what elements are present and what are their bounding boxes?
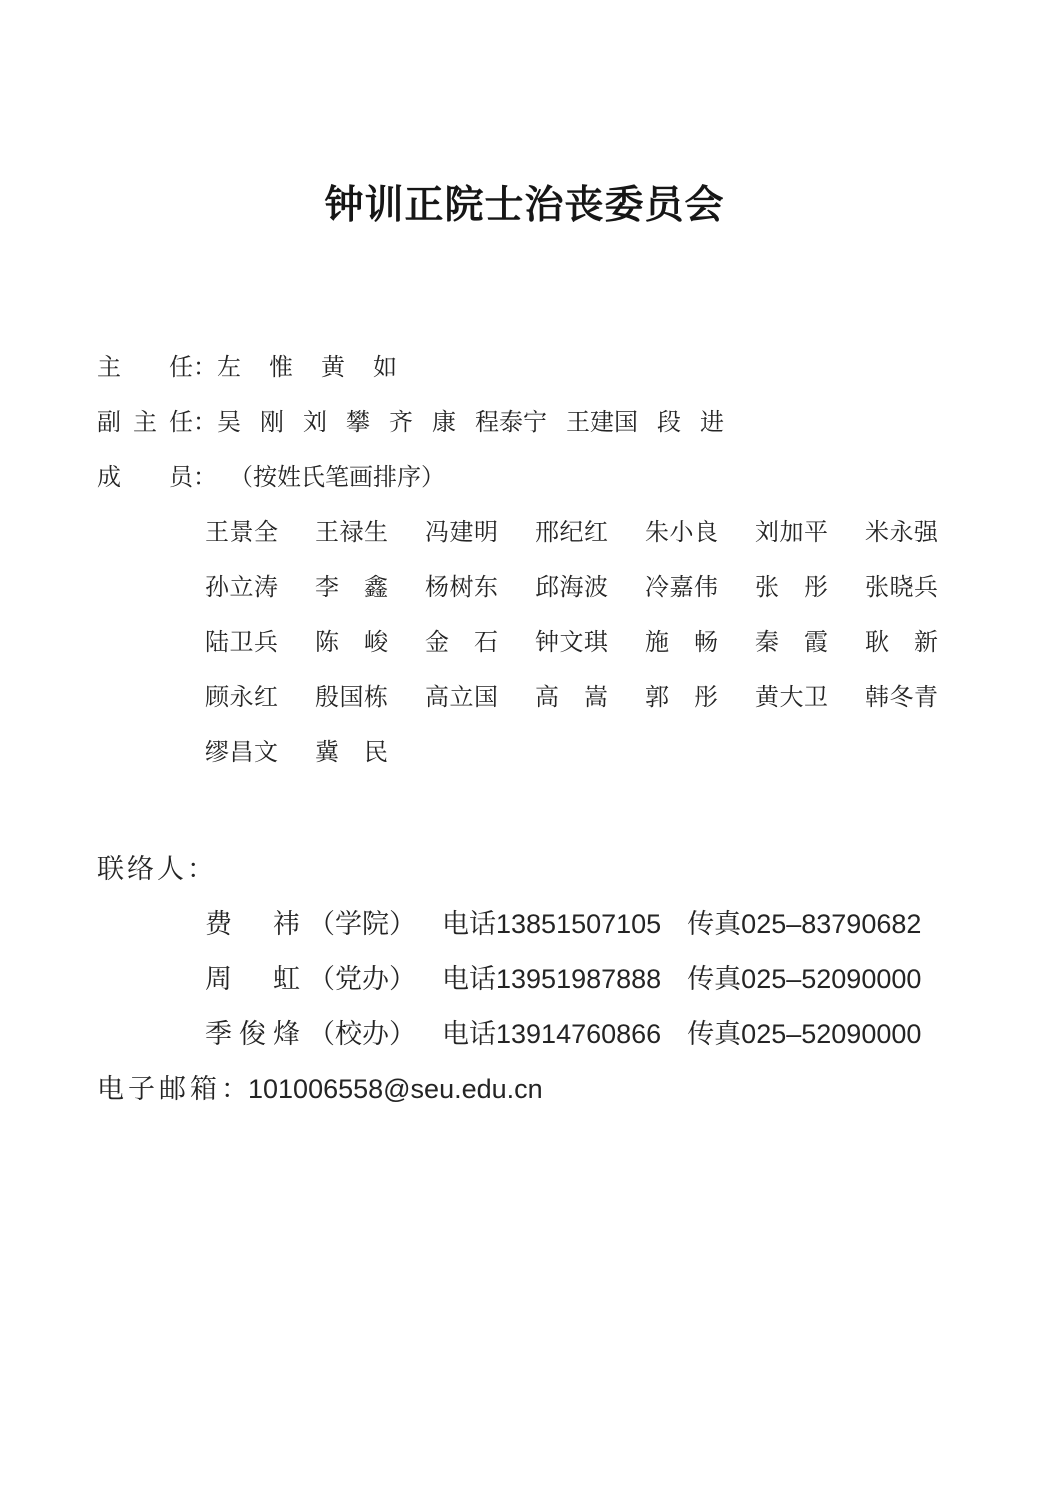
contacts-list [0, 897, 1049, 1062]
contact-office: （党办） [308, 964, 416, 994]
member-name: 陈 峻 [315, 628, 388, 656]
vice-chairman-name-token: 程泰宁 [475, 408, 547, 436]
chairman-name-token: 黄 [321, 353, 345, 381]
vice-chairman-name-token: 进 [700, 408, 724, 436]
vice-chairman-name-token: 段 [657, 408, 681, 436]
member-name: 顾永红 [205, 683, 278, 711]
member-row [0, 560, 1049, 615]
member-name: 钟文琪 [535, 628, 608, 656]
contact-person-name: 周 虹 [205, 964, 300, 994]
contact-office: （学院） [308, 909, 416, 939]
member-name: 高立国 [425, 683, 498, 711]
members-sort-note: （按姓氏笔画排序） [229, 463, 445, 491]
member-name: 缪昌文 [205, 738, 278, 766]
contact-fax: 传真025–52090000 [687, 1019, 922, 1049]
member-name: 张晓兵 [865, 573, 938, 601]
vice-chairman-name-token: 刘 [303, 408, 327, 436]
page-title: 钟训正院士治丧委员会 [324, 182, 725, 228]
contacts-colon: ： [187, 854, 214, 884]
vice-chairman-colon: ： [193, 408, 217, 436]
contact-row [0, 1007, 1049, 1062]
member-name: 邢纪红 [535, 518, 608, 546]
chairman-name-token: 左 [217, 353, 241, 381]
vice-chairman-name-token: 吴 [217, 408, 241, 436]
document-body [0, 340, 1049, 1117]
section-gap [0, 780, 1049, 842]
chairman-name-token: 如 [373, 353, 397, 381]
members-colon: ： [193, 463, 217, 491]
member-name: 黄大卫 [755, 683, 828, 711]
members-header-row [0, 450, 1049, 505]
contact-office: （校办） [308, 1019, 416, 1049]
chairman-colon: ： [193, 353, 217, 381]
member-name: 邱海波 [535, 573, 608, 601]
vice-chairman-name-token: 攀 [346, 408, 370, 436]
email-label: 电子邮箱 [97, 1074, 221, 1104]
vice-chairman-name-token: 康 [432, 408, 456, 436]
member-name: 王禄生 [315, 518, 388, 546]
member-name: 杨树东 [425, 573, 498, 601]
member-name: 刘加平 [755, 518, 828, 546]
member-name: 冀 民 [315, 738, 388, 766]
member-name: 李 鑫 [315, 573, 388, 601]
member-name: 朱小良 [645, 518, 718, 546]
member-name: 冷嘉伟 [645, 573, 718, 601]
member-name: 耿 新 [865, 628, 938, 656]
contact-phone: 电话13951987888 [442, 964, 662, 994]
chairman-row [0, 340, 1049, 395]
member-name: 金 石 [425, 628, 498, 656]
member-name: 郭 彤 [645, 683, 718, 711]
member-name: 王景全 [205, 518, 278, 546]
member-row [0, 670, 1049, 725]
email-address: 101006558@seu.edu.cn [248, 1074, 543, 1104]
member-name: 施 畅 [645, 628, 718, 656]
email-colon: ： [221, 1074, 248, 1104]
contact-phone: 电话13851507105 [442, 909, 662, 939]
contact-row [0, 952, 1049, 1007]
contact-fax: 传真025–52090000 [687, 964, 922, 994]
contacts-header-row [0, 842, 1049, 897]
contact-person-name: 费 祎 [205, 909, 300, 939]
vice-chairman-label: 副主任 [97, 408, 193, 436]
vice-chairman-name-token: 齐 [389, 408, 413, 436]
member-name: 孙立涛 [205, 573, 278, 601]
member-row [0, 505, 1049, 560]
vice-chairman-name-token: 刚 [260, 408, 284, 436]
vice-chairman-names [217, 408, 724, 436]
member-name: 韩冬青 [865, 683, 938, 711]
chairman-name-token: 惟 [269, 353, 293, 381]
member-name: 米永强 [865, 518, 938, 546]
member-row [0, 725, 1049, 780]
chairman-label: 主 任 [97, 353, 193, 381]
contacts-section [0, 842, 1049, 1117]
vice-chairman-name-token: 王建国 [566, 408, 638, 436]
contact-phone: 电话13914760866 [442, 1019, 662, 1049]
member-name: 殷国栋 [315, 683, 388, 711]
contacts-label: 联络人 [97, 854, 187, 884]
contact-person-name: 季俊烽 [205, 1019, 300, 1049]
member-name: 秦 霞 [755, 628, 828, 656]
chairman-names [217, 353, 397, 381]
vice-chairman-row [0, 395, 1049, 450]
member-name: 冯建明 [425, 518, 498, 546]
members-list [0, 505, 1049, 780]
members-label: 成 员 [97, 463, 193, 491]
member-name: 高 嵩 [535, 683, 608, 711]
member-name: 张 彤 [755, 573, 828, 601]
email-row [0, 1062, 1049, 1117]
member-name: 陆卫兵 [205, 628, 278, 656]
contact-fax: 传真025–83790682 [687, 909, 922, 939]
member-row [0, 615, 1049, 670]
contact-row [0, 897, 1049, 952]
